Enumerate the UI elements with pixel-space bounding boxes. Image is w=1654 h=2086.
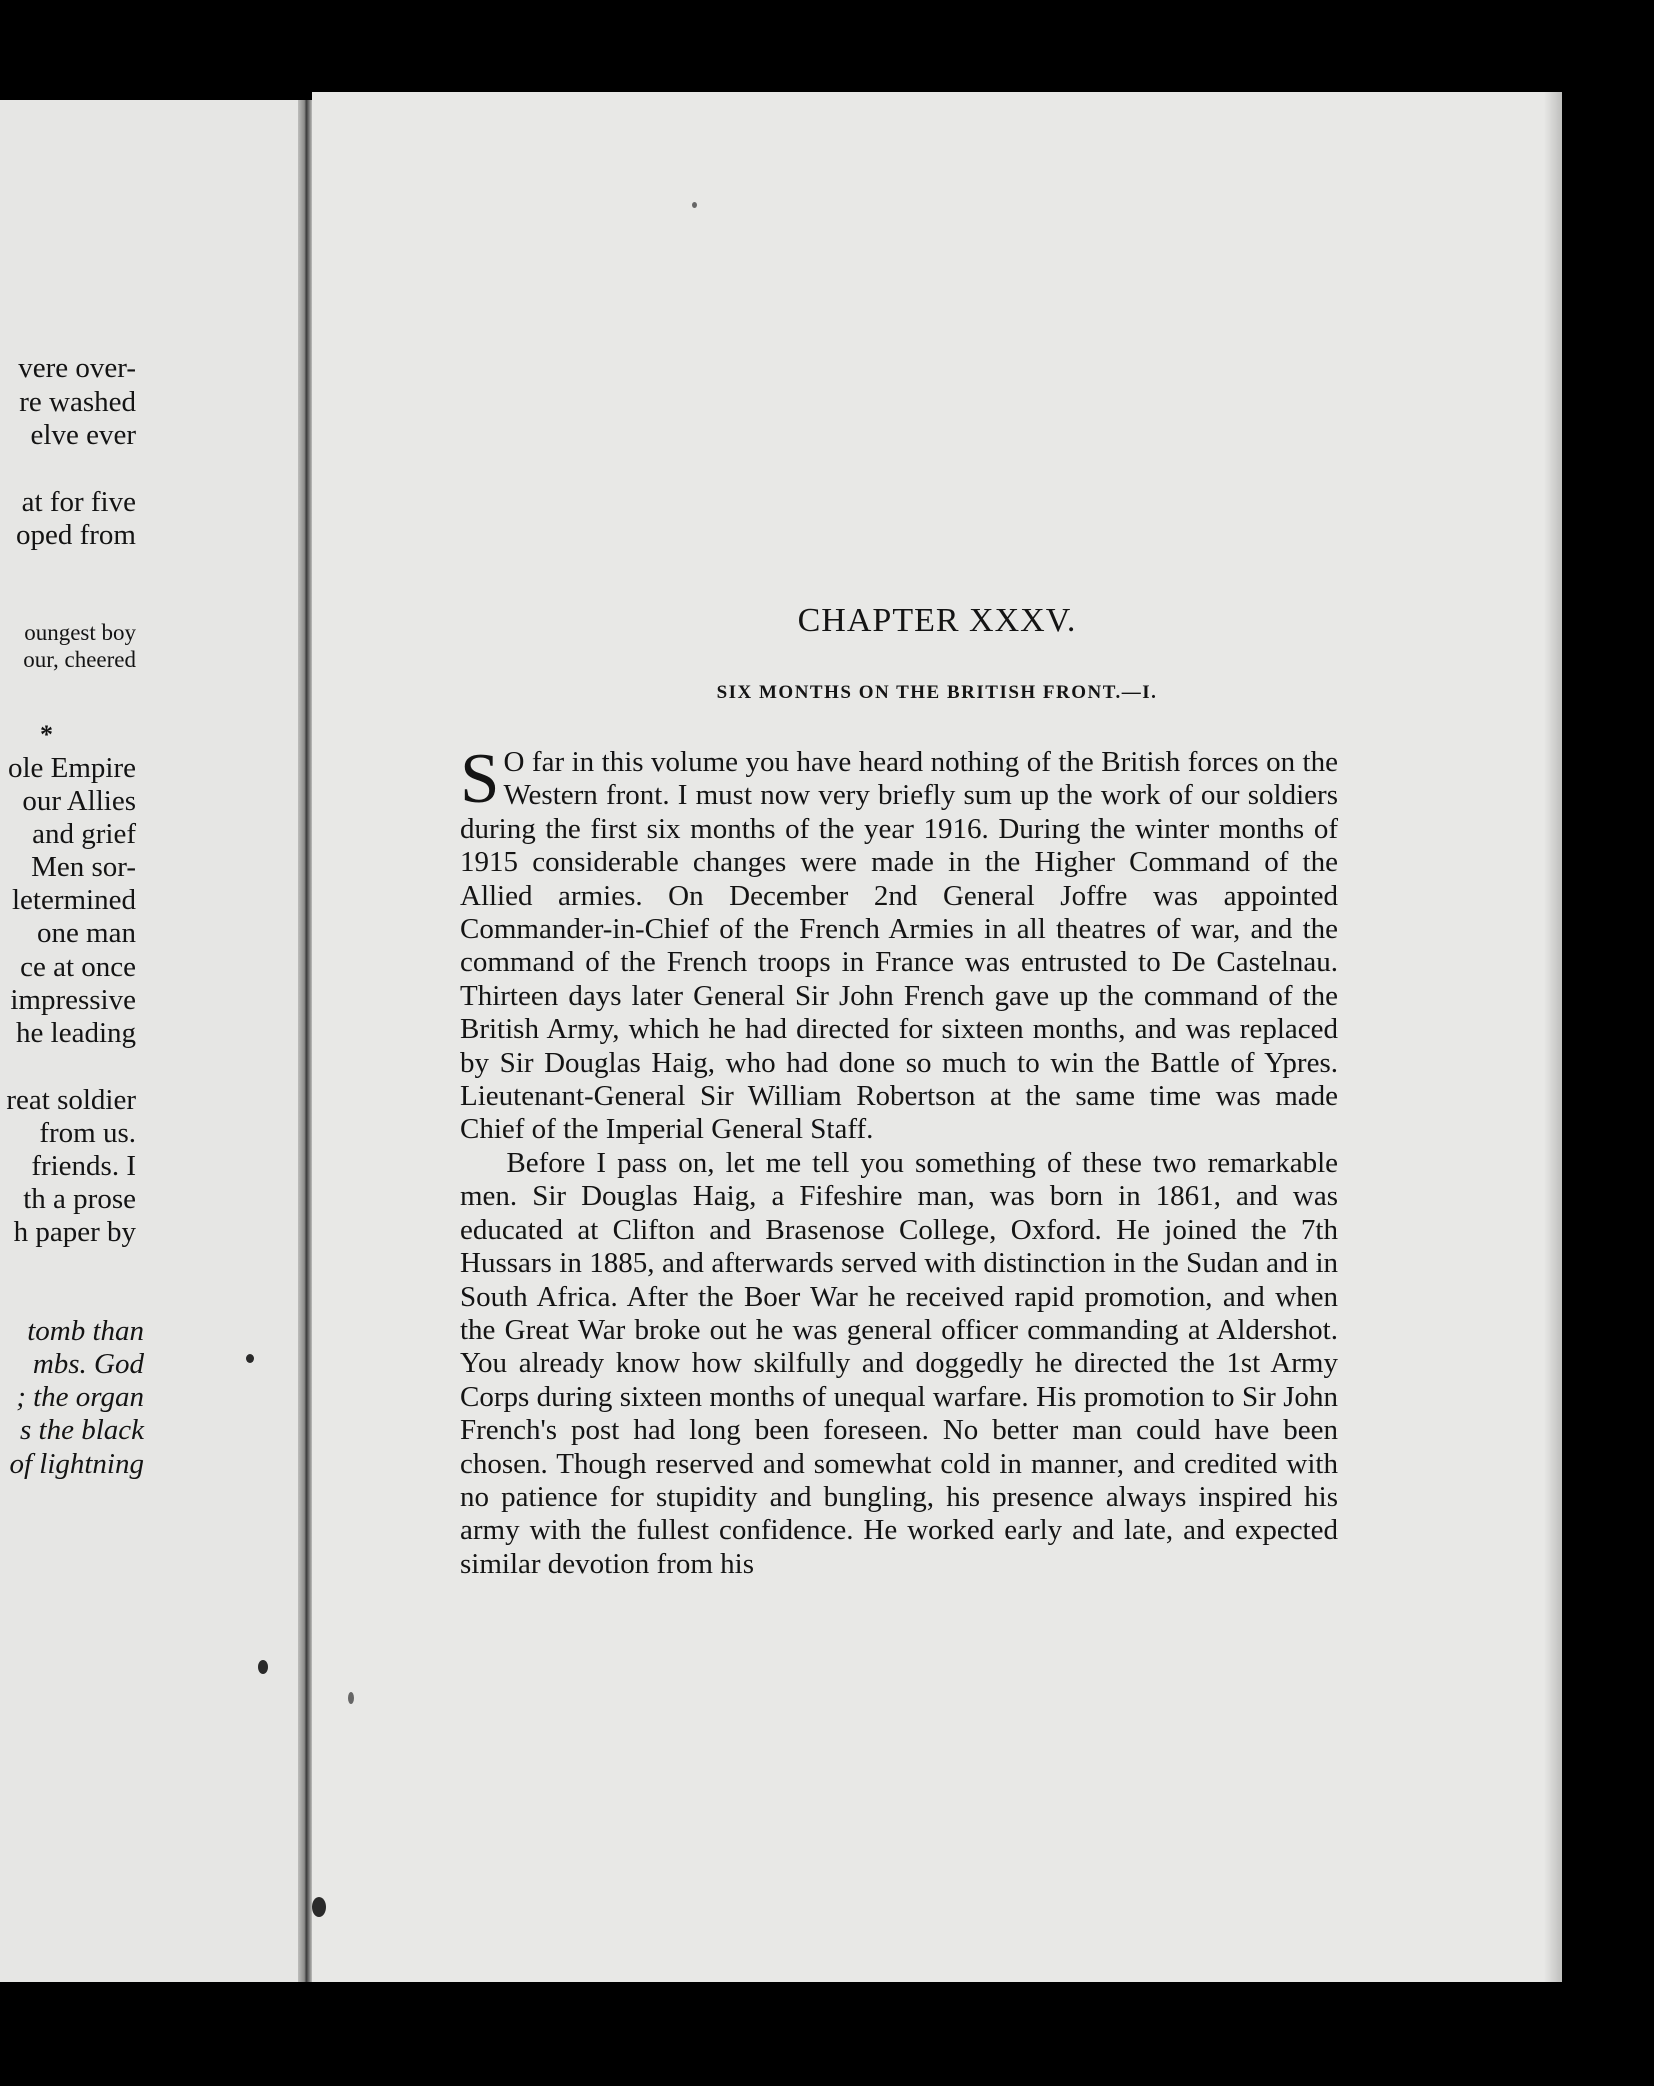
left-page-line: tomb than (27, 1315, 144, 1347)
book-gutter (298, 100, 312, 1982)
ink-speck (312, 1897, 326, 1917)
left-page-line: at for five (21, 486, 136, 518)
left-page-line: and grief (32, 818, 136, 850)
left-page-line: oped from (16, 519, 136, 551)
paragraph-2 (460, 1147, 1338, 1581)
ink-speck (348, 1692, 354, 1704)
chapter-subtitle: SIX MONTHS ON THE BRITISH FRONT.—I. (716, 682, 1158, 703)
paragraph-2-text: Before I pass on, let me tell you something of these two remarkable men. Sir Douglas Haig, a Fifeshire man, was born in 1861, and was educated at Clifton and Brasenose College, Oxford. He joined the 7th Hussars in 1885, and afterwards served with distinction in the Sudan and in South Africa. After the Boer War he received rapid promotion, and when the Great War broke out he was general officer commanding at Aldershot. You already know how skilfully and doggedly he directed the 1st Army Corps during sixteen months of unequal warfare. His promotion to Sir John French's post had long been foreseen. No better man could have been chosen. Though reserved and somewhat cold in manner, and credited with no patience for stupidity and bungling, his presence always inspired his army with the fullest confidence. He worked early and late, and expected similar devotion from his (460, 1146, 1338, 1580)
left-page-line: elve ever (30, 419, 136, 451)
left-page-line: ole Empire (7, 752, 136, 784)
left-page-line: one man (36, 917, 136, 949)
left-page-line: mbs. God (32, 1348, 144, 1380)
left-page-line: ce at once (20, 951, 136, 983)
left-page-line: he leading (16, 1017, 136, 1049)
paragraph-1-text: O far in this volume you have heard nothing of the British forces on the Western front. I must now very briefly sum up the work of our soldiers during the first six months of the year 1916. During the winter months of 1915 considerable changes were made in the Higher Command of the Allied armies. On December 2nd General Joffre was appointed Commander-in-Chief of the French Armies in all theatres of war, and the command of the French troops in France was entrusted to De Castelnau. Thirteen days later General Sir John French gave up the command of the British Army, which he had directed for sixteen months, and was replaced by Sir Douglas Haig, who had done so much to win the Battle of Ypres. Lieutenant-General Sir William Robertson at the same time was made Chief of the Imperial General Staff. (460, 746, 1338, 1146)
left-page-line: reat soldier (6, 1084, 136, 1116)
left-page-line: s the black (19, 1414, 144, 1446)
left-page-line: oungest boy (24, 620, 136, 645)
left-page-line: of lightning (9, 1448, 144, 1480)
left-page-line: re washed (19, 386, 136, 418)
left-page-line: our, cheered (23, 647, 136, 672)
left-page-line: th a prose (23, 1183, 136, 1215)
left-page-line: friends. I (31, 1150, 136, 1182)
ink-speck (246, 1354, 254, 1363)
left-page-line: h paper by (13, 1216, 136, 1248)
right-page (312, 92, 1562, 1982)
chapter-title: CHAPTER XXXV. (797, 602, 1077, 639)
drop-cap: S (460, 740, 500, 818)
left-page-line: from us. (39, 1117, 136, 1149)
left-page-line: our Allies (22, 785, 136, 817)
body-text (460, 740, 1338, 1581)
left-page-line: impressive (10, 984, 136, 1016)
paragraph-1 (460, 740, 1338, 1147)
ink-speck (692, 202, 697, 208)
left-page-line: letermined (11, 884, 136, 916)
left-page-line: ; the organ (16, 1381, 144, 1413)
ink-speck (258, 1660, 268, 1674)
left-page-star: * (40, 720, 53, 749)
left-page-line: vere over- (18, 352, 136, 384)
left-page-line: Men sor- (31, 851, 136, 883)
left-page (0, 100, 298, 1982)
